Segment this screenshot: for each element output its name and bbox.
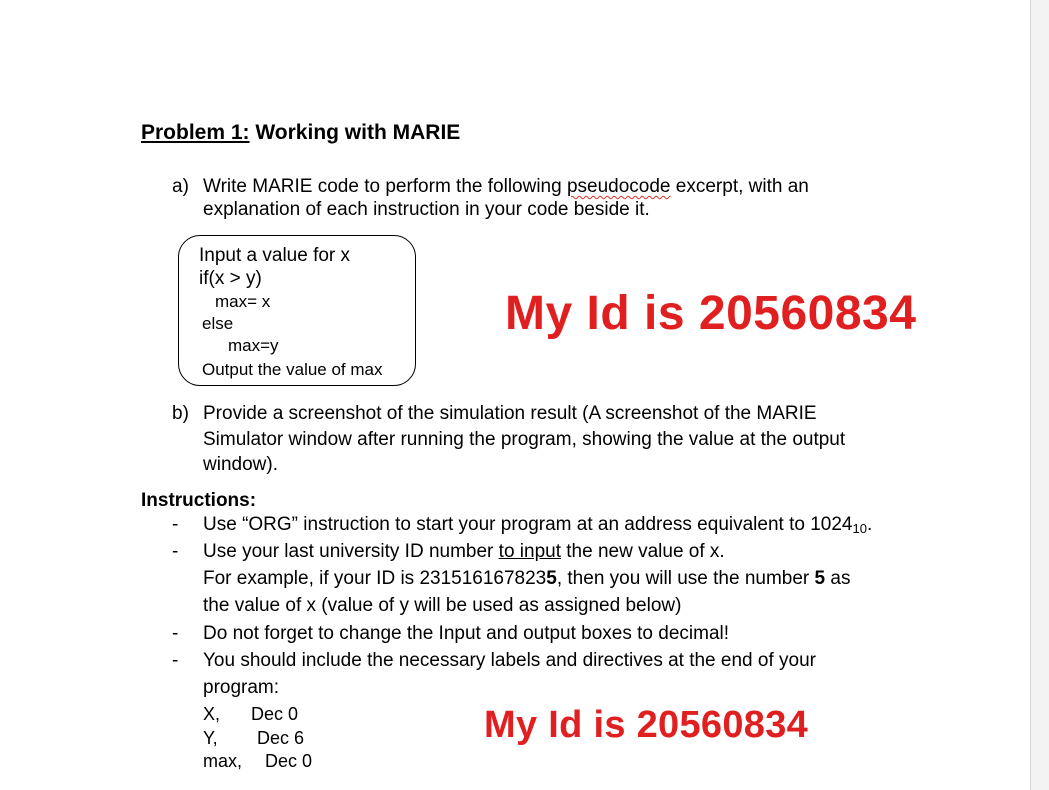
vertical-scrollbar[interactable]: [1030, 0, 1049, 790]
pseudocode-line: if(x > y): [199, 268, 262, 289]
instruction-item-2-example: For example, if your ID is 2315161678235, then you will use the number 5 as: [203, 568, 851, 589]
directive-label: Y,: [203, 728, 218, 748]
bullet-dash: -: [172, 541, 179, 562]
directive-value: Dec 0: [265, 751, 313, 771]
part-b-line: Provide a screenshot of the simulation result (A screenshot of the MARIE: [203, 403, 817, 424]
misspelled-word[interactable]: pseudocode: [566, 176, 671, 197]
bullet-dash: -: [172, 514, 179, 535]
id-watermark: My Id is 20560834: [505, 287, 917, 340]
part-a-line-1: Write MARIE code to perform the following pseudocode excerpt, with an: [203, 176, 809, 197]
instructions-heading: Instructions:: [141, 490, 257, 511]
instruction-item-1: Use “ORG” instruction to start your program at an address equivalent to $1024_{10}$.: [203, 514, 873, 536]
instruction-item-4: You should include the necessary labels and directives at the end of your: [203, 650, 816, 671]
directive-label: X,: [203, 704, 221, 724]
pseudocode-line: max= x: [215, 292, 271, 311]
pseudocode-line: else: [202, 314, 234, 333]
part-a-marker: a): [172, 176, 189, 197]
pseudocode-line: max=y: [228, 336, 279, 355]
bullet-dash: -: [172, 650, 179, 671]
directive-value: Dec 0: [251, 704, 299, 724]
instruction-item-2-line-3: the value of x (value of y will be used as assigned below): [203, 595, 682, 616]
instruction-item-4-line-2: program:: [203, 677, 280, 698]
part-a-line-2: explanation of each instruction in your code beside it.: [203, 199, 650, 220]
instruction-item-3: Do not forget to change the Input and output boxes to decimal!: [203, 623, 730, 644]
directive-value: Dec 6: [257, 728, 305, 748]
part-b-marker: b): [172, 403, 189, 424]
bullet-dash: -: [172, 623, 179, 644]
pseudocode-line: Input a value for x: [199, 245, 351, 266]
id-watermark: My Id is 20560834: [484, 704, 809, 746]
part-b-line: Simulator window after running the program, showing the value at the output: [203, 429, 846, 450]
part-b-line: window).: [203, 454, 278, 475]
directive-label: max,: [203, 751, 243, 771]
instruction-item-2: Use your last university ID number to input the new value of x.: [203, 541, 725, 562]
problem-title: Problem 1: Working with MARIE: [141, 121, 461, 144]
pseudocode-line: Output the value of max: [202, 360, 383, 379]
